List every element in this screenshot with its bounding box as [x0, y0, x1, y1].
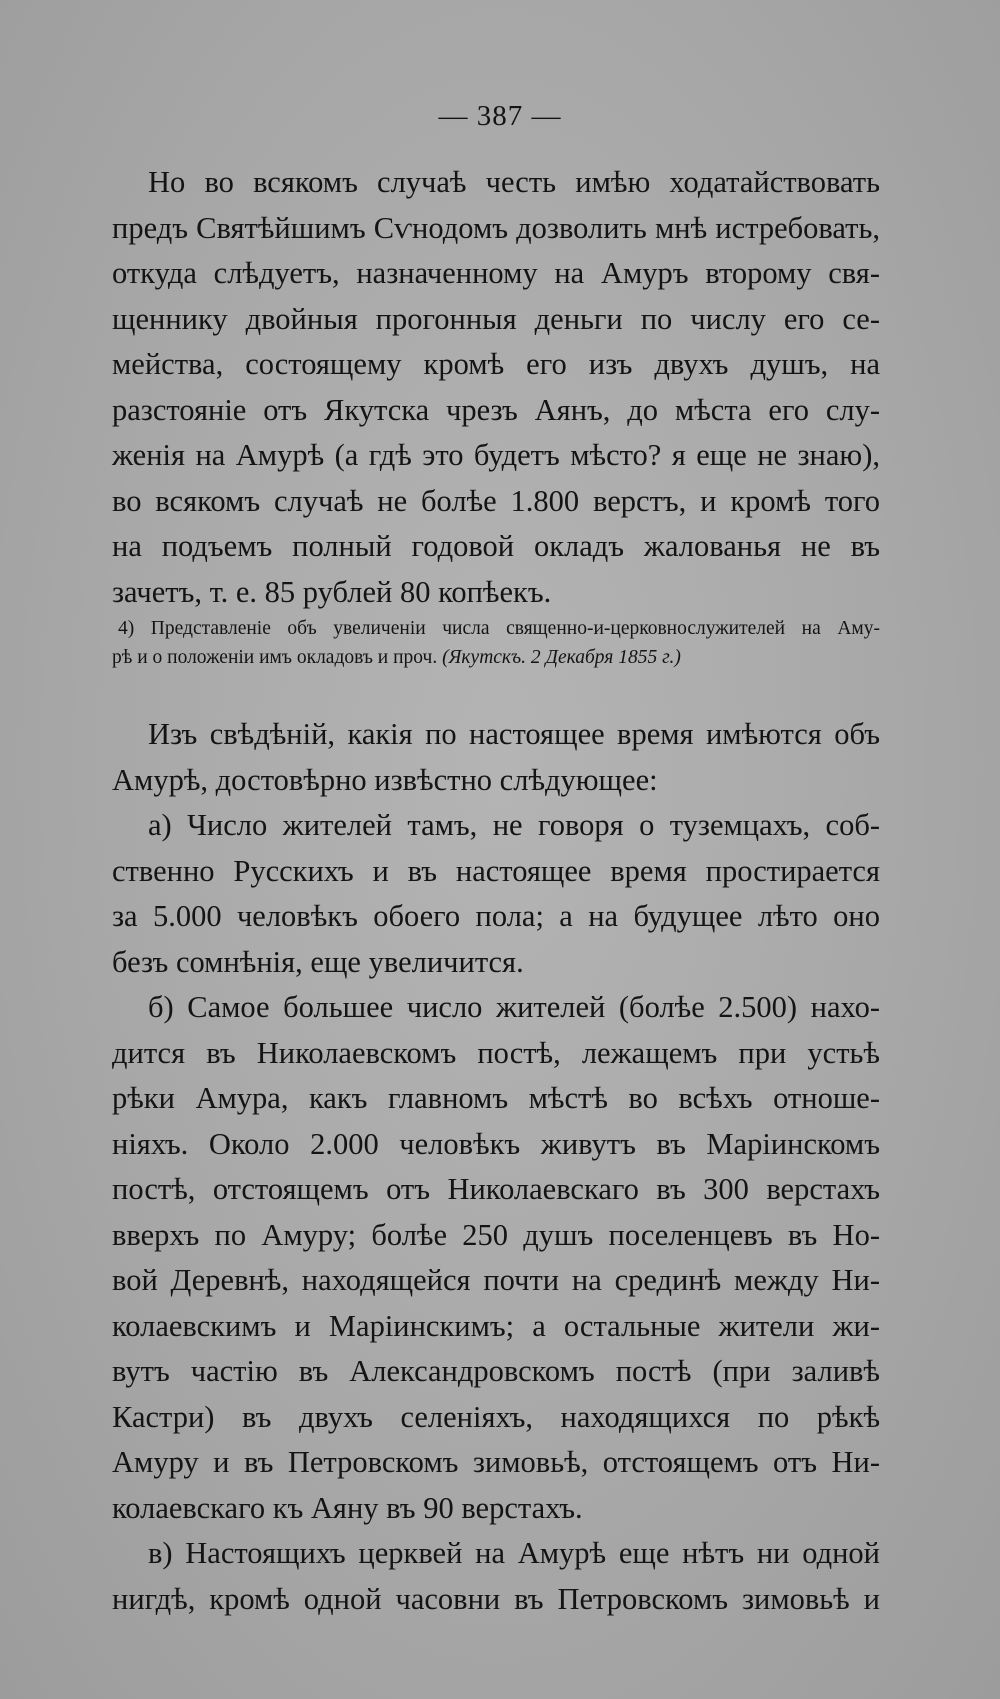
text-line: Но во всякомъ случаѣ честь имѣю ходатайствовать — [148, 165, 880, 199]
note-text: рѣ и о положеніи имъ окладовъ и проч. — [112, 647, 438, 668]
section-heading-note — [112, 614, 880, 672]
text-line: мейства, состоящему кромѣ его изъ двухъ душъ, на — [112, 347, 880, 381]
text-line: постѣ, отстоящемъ отъ Николаевскаго въ 300 верстахъ — [112, 1172, 880, 1206]
text-line: Изъ свѣдѣній, какія по настоящее время имѣются объ — [148, 717, 880, 751]
text-line: щеннику двойныя прогонныя деньги по числу его се- — [112, 301, 880, 336]
paragraph-petition — [112, 160, 880, 615]
text-line: ніяхъ. Около 2.000 человѣкъ живутъ въ Маріинскомъ — [112, 1126, 880, 1161]
text-line: колаевскимъ и Маріинскимъ; а остальные жители жи- — [112, 1308, 880, 1343]
text-line: зачетъ, т. е. 85 рублей 80 копѣекъ. — [112, 574, 552, 609]
text-line: в) Настоящихъ церквей на Амурѣ еще нѣтъ ни одной — [148, 1536, 880, 1570]
text-line: нигдѣ, кромѣ одной часовни въ Петровскомъ зимовьѣ и — [112, 1581, 880, 1616]
text-line: колаевскаго къ Аяну въ 90 верстахъ. — [112, 1490, 583, 1525]
text-line: Амурѣ, достовѣрно извѣстно слѣдующее: — [112, 762, 658, 797]
text-line: а) Число жителей тамъ, не говоря о туземцахъ, соб- — [148, 808, 880, 842]
text-line: ственно Русскихъ и въ настоящее время простирается — [112, 853, 880, 888]
text-line: дится въ Николаевскомъ постѣ, лежащемъ при устьѣ — [112, 1035, 880, 1070]
paragraph-amur-info — [112, 712, 880, 1622]
text-line: откуда слѣдуетъ, назначенному на Амуръ второму свя- — [112, 256, 880, 290]
text-line: вверхъ по Амуру; болѣе 250 душъ поселенцевъ въ Но- — [112, 1217, 880, 1252]
text-line: безъ сомнѣнія, еще увеличится. — [112, 944, 524, 979]
text-line: вутъ частію въ Александровскомъ постѣ (при заливѣ — [112, 1354, 880, 1388]
text-line: на подъемъ полный годовой окладъ жалованья не въ — [112, 529, 880, 563]
text-line: б) Самое большее число жителей (болѣе 2.500) нахо- — [148, 990, 880, 1024]
page-number: — 387 — — [438, 100, 562, 132]
text-line: за 5.000 человѣкъ обоего пола; а на будущее лѣто оно — [112, 899, 880, 933]
text-line: предъ Святѣйшимъ Сѵнодомъ дозволить мнѣ истребовать, — [112, 210, 880, 245]
note-line — [112, 643, 880, 672]
text-line: разстояніе отъ Якутска чрезъ Аянъ, до мѣста его слу- — [112, 392, 880, 427]
text-line: во всякомъ случаѣ не болѣе 1.800 верстъ, и кромѣ того — [112, 483, 880, 518]
text-line: Кастри) въ двухъ селеніяхъ, находящихся по рѣкѣ — [112, 1399, 880, 1434]
note-date: (Якутскъ. 2 Декабря 1855 г.) — [442, 647, 681, 668]
text-line: рѣки Амура, какъ главномъ мѣстѣ во всѣхъ отноше- — [112, 1081, 880, 1115]
text-line: вой Деревнѣ, находящейся почти на срединѣ между Ни- — [112, 1263, 880, 1297]
note-line: 4) Представленіе объ увеличеніи числа священно-и-церковнослужителей на Аму- — [118, 618, 880, 639]
text-line: женія на Амурѣ (а гдѣ это будетъ мѣсто? я еще не знаю), — [112, 438, 880, 472]
text-line: Амуру и въ Петровскомъ зимовьѣ, отстоящемъ отъ Ни- — [112, 1445, 880, 1479]
